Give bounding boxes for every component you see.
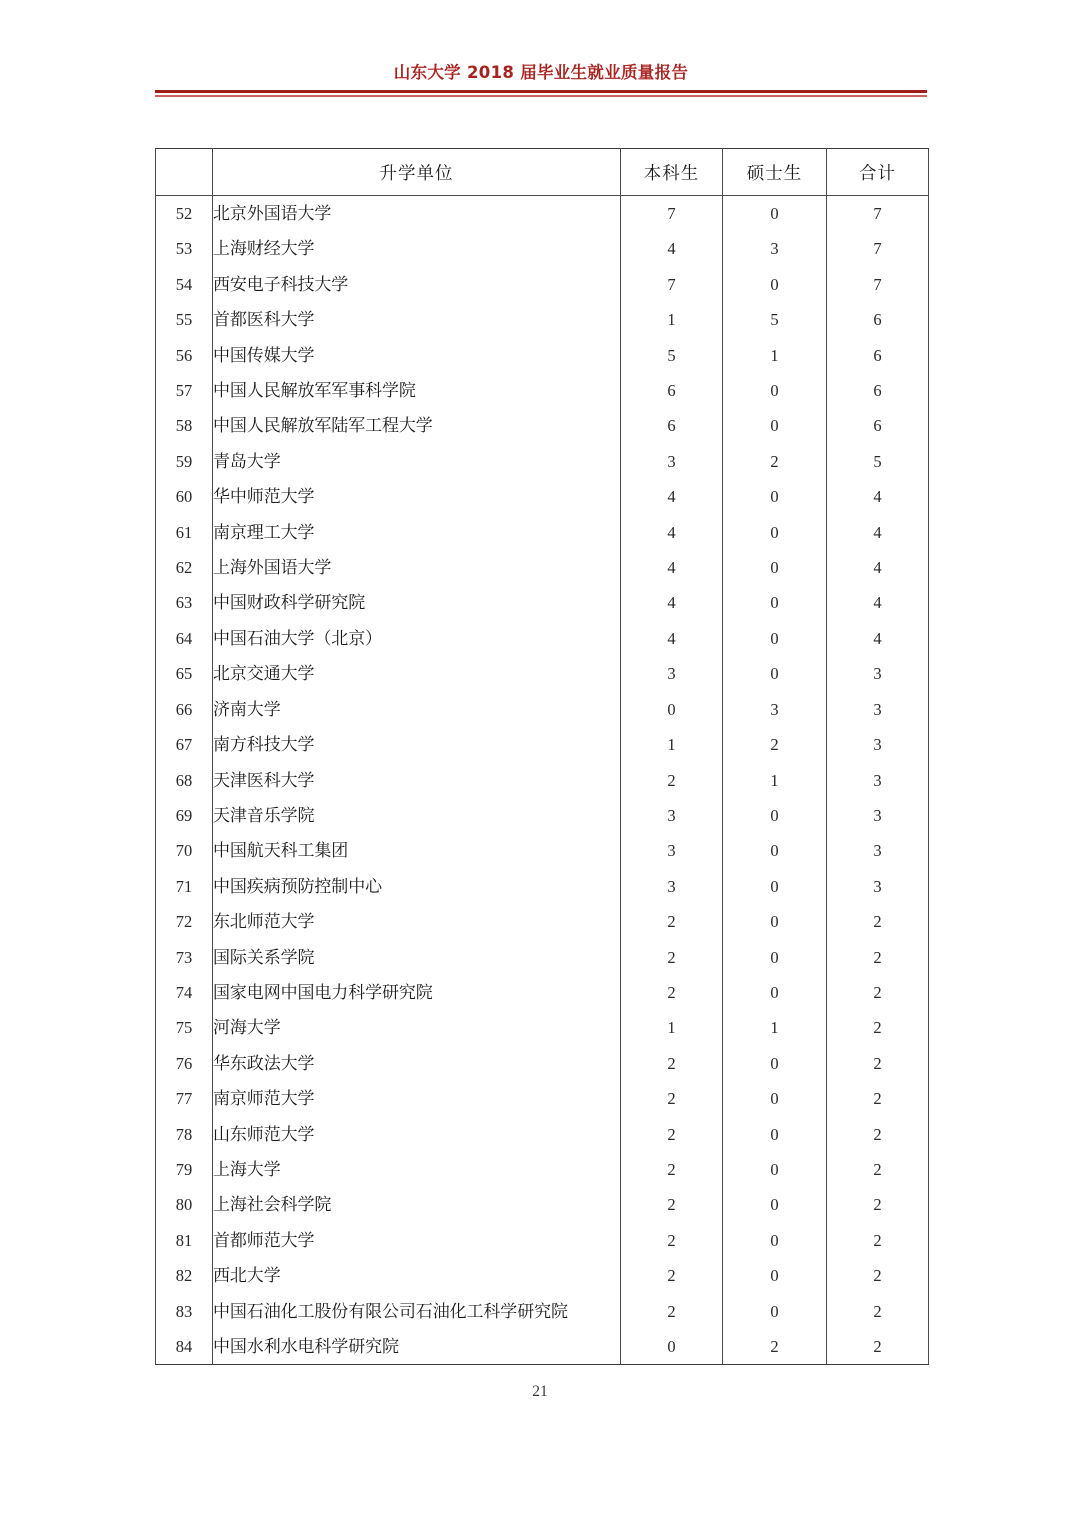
table-row [156, 621, 929, 656]
cell-unit: 北京外国语大学 [213, 196, 621, 232]
cell-undergrad: 2 [621, 1117, 723, 1152]
table-row [156, 1329, 929, 1365]
cell-undergrad: 3 [621, 869, 723, 904]
cell-unit: 天津医科大学 [213, 763, 621, 798]
table-row [156, 1046, 929, 1081]
cell-undergrad: 4 [621, 585, 723, 620]
cell-total: 2 [827, 1152, 929, 1187]
cell-unit: 中国传媒大学 [213, 338, 621, 373]
cell-unit: 中国石油大学（北京） [213, 621, 621, 656]
cell-total: 3 [827, 833, 929, 868]
cell-master: 1 [723, 763, 827, 798]
table-row [156, 267, 929, 302]
cell-undergrad: 3 [621, 798, 723, 833]
cell-master: 0 [723, 1046, 827, 1081]
cell-total: 4 [827, 515, 929, 550]
table-row [156, 338, 929, 373]
cell-index: 74 [156, 975, 213, 1010]
cell-unit: 南京理工大学 [213, 515, 621, 550]
cell-total: 2 [827, 1223, 929, 1258]
cell-master: 0 [723, 656, 827, 691]
cell-index: 55 [156, 302, 213, 337]
cell-unit: 国际关系学院 [213, 940, 621, 975]
cell-unit: 上海社会科学院 [213, 1187, 621, 1222]
cell-undergrad: 2 [621, 940, 723, 975]
cell-index: 70 [156, 833, 213, 868]
table-row [156, 196, 929, 232]
cell-unit: 南京师范大学 [213, 1081, 621, 1116]
cell-index: 79 [156, 1152, 213, 1187]
table-row [156, 869, 929, 904]
cell-master: 2 [723, 727, 827, 762]
cell-master: 0 [723, 1152, 827, 1187]
cell-unit: 上海外国语大学 [213, 550, 621, 585]
cell-master: 0 [723, 1258, 827, 1293]
cell-undergrad: 2 [621, 1046, 723, 1081]
cell-master: 0 [723, 1223, 827, 1258]
cell-master: 1 [723, 1010, 827, 1045]
cell-index: 57 [156, 373, 213, 408]
cell-index: 60 [156, 479, 213, 514]
cell-master: 0 [723, 196, 827, 232]
running-header [155, 62, 927, 97]
cell-index: 59 [156, 444, 213, 479]
header-rule-thin [155, 95, 927, 97]
cell-index: 52 [156, 196, 213, 232]
cell-unit: 青岛大学 [213, 444, 621, 479]
cell-total: 6 [827, 302, 929, 337]
cell-total: 2 [827, 1046, 929, 1081]
cell-index: 72 [156, 904, 213, 939]
cell-index: 65 [156, 656, 213, 691]
cell-total: 3 [827, 763, 929, 798]
cell-unit: 华中师范大学 [213, 479, 621, 514]
cell-index: 80 [156, 1187, 213, 1222]
cell-unit: 东北师范大学 [213, 904, 621, 939]
cell-undergrad: 6 [621, 408, 723, 443]
cell-undergrad: 2 [621, 1258, 723, 1293]
table-row [156, 550, 929, 585]
table-row [156, 1258, 929, 1293]
table-row [156, 444, 929, 479]
cell-unit: 北京交通大学 [213, 656, 621, 691]
cell-index: 54 [156, 267, 213, 302]
cell-master: 0 [723, 373, 827, 408]
table-row [156, 408, 929, 443]
cell-total: 4 [827, 550, 929, 585]
table-row [156, 904, 929, 939]
cell-total: 2 [827, 1294, 929, 1329]
cell-total: 2 [827, 904, 929, 939]
cell-undergrad: 2 [621, 1187, 723, 1222]
cell-unit: 首都医科大学 [213, 302, 621, 337]
header-rule [155, 90, 927, 97]
cell-unit: 山东师范大学 [213, 1117, 621, 1152]
cell-master: 0 [723, 267, 827, 302]
cell-index: 81 [156, 1223, 213, 1258]
table-row [156, 763, 929, 798]
cell-total: 3 [827, 869, 929, 904]
cell-total: 2 [827, 1258, 929, 1293]
cell-master: 0 [723, 515, 827, 550]
cell-undergrad: 2 [621, 763, 723, 798]
cell-master: 0 [723, 585, 827, 620]
cell-undergrad: 5 [621, 338, 723, 373]
cell-master: 1 [723, 338, 827, 373]
cell-undergrad: 0 [621, 692, 723, 727]
cell-total: 3 [827, 656, 929, 691]
further-study-table [155, 148, 929, 1365]
cell-unit: 中国疾病预防控制中心 [213, 869, 621, 904]
cell-master: 0 [723, 1294, 827, 1329]
cell-index: 64 [156, 621, 213, 656]
cell-total: 7 [827, 267, 929, 302]
table-row [156, 1010, 929, 1045]
cell-master: 0 [723, 1187, 827, 1222]
cell-undergrad: 1 [621, 1010, 723, 1045]
cell-total: 2 [827, 1117, 929, 1152]
column-header-index [156, 149, 213, 196]
further-study-table-container [155, 148, 928, 1365]
cell-unit: 中国人民解放军军事科学院 [213, 373, 621, 408]
cell-undergrad: 2 [621, 1223, 723, 1258]
cell-unit: 南方科技大学 [213, 727, 621, 762]
cell-master: 0 [723, 408, 827, 443]
cell-index: 63 [156, 585, 213, 620]
table-row [156, 975, 929, 1010]
table-row [156, 692, 929, 727]
cell-unit: 西安电子科技大学 [213, 267, 621, 302]
cell-index: 69 [156, 798, 213, 833]
table-row [156, 798, 929, 833]
cell-index: 71 [156, 869, 213, 904]
column-header-undergrad: 本科生 [621, 149, 723, 196]
cell-index: 77 [156, 1081, 213, 1116]
cell-undergrad: 4 [621, 231, 723, 266]
cell-master: 5 [723, 302, 827, 337]
cell-total: 3 [827, 692, 929, 727]
cell-undergrad: 2 [621, 1152, 723, 1187]
cell-master: 0 [723, 479, 827, 514]
cell-undergrad: 3 [621, 656, 723, 691]
cell-undergrad: 7 [621, 196, 723, 232]
table-header [156, 149, 929, 196]
table-row [156, 1187, 929, 1222]
cell-unit: 中国石油化工股份有限公司石油化工科学研究院 [213, 1294, 621, 1329]
table-row [156, 585, 929, 620]
cell-undergrad: 3 [621, 444, 723, 479]
cell-master: 0 [723, 1117, 827, 1152]
cell-unit: 天津音乐学院 [213, 798, 621, 833]
table-row [156, 940, 929, 975]
cell-total: 2 [827, 1187, 929, 1222]
cell-unit: 上海财经大学 [213, 231, 621, 266]
cell-index: 61 [156, 515, 213, 550]
table-row [156, 515, 929, 550]
cell-master: 0 [723, 833, 827, 868]
cell-total: 4 [827, 621, 929, 656]
table-row [156, 1223, 929, 1258]
cell-master: 0 [723, 798, 827, 833]
cell-index: 58 [156, 408, 213, 443]
cell-undergrad: 1 [621, 302, 723, 337]
cell-undergrad: 1 [621, 727, 723, 762]
cell-index: 73 [156, 940, 213, 975]
cell-unit: 首都师范大学 [213, 1223, 621, 1258]
table-row [156, 1294, 929, 1329]
cell-unit: 济南大学 [213, 692, 621, 727]
cell-total: 4 [827, 479, 929, 514]
column-header-master: 硕士生 [723, 149, 827, 196]
cell-total: 7 [827, 196, 929, 232]
page-number: 21 [532, 1383, 548, 1400]
cell-undergrad: 2 [621, 975, 723, 1010]
cell-undergrad: 2 [621, 1294, 723, 1329]
cell-master: 0 [723, 869, 827, 904]
table-row [156, 479, 929, 514]
cell-undergrad: 2 [621, 904, 723, 939]
cell-index: 68 [156, 763, 213, 798]
table-row [156, 1117, 929, 1152]
cell-total: 7 [827, 231, 929, 266]
table-row [156, 373, 929, 408]
cell-undergrad: 7 [621, 267, 723, 302]
cell-undergrad: 3 [621, 833, 723, 868]
cell-master: 3 [723, 692, 827, 727]
cell-total: 2 [827, 1010, 929, 1045]
cell-total: 2 [827, 975, 929, 1010]
cell-total: 4 [827, 585, 929, 620]
cell-index: 83 [156, 1294, 213, 1329]
table-row [156, 231, 929, 266]
cell-total: 2 [827, 1329, 929, 1365]
cell-master: 0 [723, 904, 827, 939]
cell-undergrad: 4 [621, 550, 723, 585]
cell-unit: 中国航天科工集团 [213, 833, 621, 868]
cell-unit: 河海大学 [213, 1010, 621, 1045]
report-title: 山东大学 2018 届毕业生就业质量报告 [393, 63, 689, 82]
cell-unit: 华东政法大学 [213, 1046, 621, 1081]
table-header-row [156, 149, 929, 196]
column-header-total: 合计 [827, 149, 929, 196]
cell-index: 84 [156, 1329, 213, 1365]
cell-master: 3 [723, 231, 827, 266]
cell-master: 0 [723, 940, 827, 975]
cell-index: 82 [156, 1258, 213, 1293]
cell-unit: 国家电网中国电力科学研究院 [213, 975, 621, 1010]
table-row [156, 656, 929, 691]
cell-master: 0 [723, 550, 827, 585]
cell-master: 0 [723, 621, 827, 656]
cell-master: 2 [723, 1329, 827, 1365]
cell-index: 78 [156, 1117, 213, 1152]
cell-total: 6 [827, 408, 929, 443]
table-row [156, 833, 929, 868]
cell-undergrad: 0 [621, 1329, 723, 1365]
column-header-unit: 升学单位 [213, 149, 621, 196]
cell-undergrad: 2 [621, 1081, 723, 1116]
cell-index: 56 [156, 338, 213, 373]
table-row [156, 1081, 929, 1116]
cell-index: 76 [156, 1046, 213, 1081]
table-row [156, 302, 929, 337]
cell-index: 66 [156, 692, 213, 727]
cell-unit: 上海大学 [213, 1152, 621, 1187]
cell-total: 3 [827, 798, 929, 833]
cell-total: 6 [827, 373, 929, 408]
cell-index: 53 [156, 231, 213, 266]
table-row [156, 727, 929, 762]
cell-total: 6 [827, 338, 929, 373]
table-row [156, 1152, 929, 1187]
table-body [156, 196, 929, 1365]
cell-master: 0 [723, 1081, 827, 1116]
cell-total: 2 [827, 940, 929, 975]
cell-undergrad: 4 [621, 515, 723, 550]
cell-master: 0 [723, 975, 827, 1010]
cell-undergrad: 6 [621, 373, 723, 408]
cell-unit: 中国财政科学研究院 [213, 585, 621, 620]
cell-total: 3 [827, 727, 929, 762]
cell-index: 67 [156, 727, 213, 762]
cell-total: 2 [827, 1081, 929, 1116]
cell-unit: 西北大学 [213, 1258, 621, 1293]
cell-master: 2 [723, 444, 827, 479]
cell-index: 62 [156, 550, 213, 585]
cell-index: 75 [156, 1010, 213, 1045]
cell-unit: 中国人民解放军陆军工程大学 [213, 408, 621, 443]
cell-undergrad: 4 [621, 621, 723, 656]
cell-total: 5 [827, 444, 929, 479]
cell-unit: 中国水利水电科学研究院 [213, 1329, 621, 1365]
cell-undergrad: 4 [621, 479, 723, 514]
